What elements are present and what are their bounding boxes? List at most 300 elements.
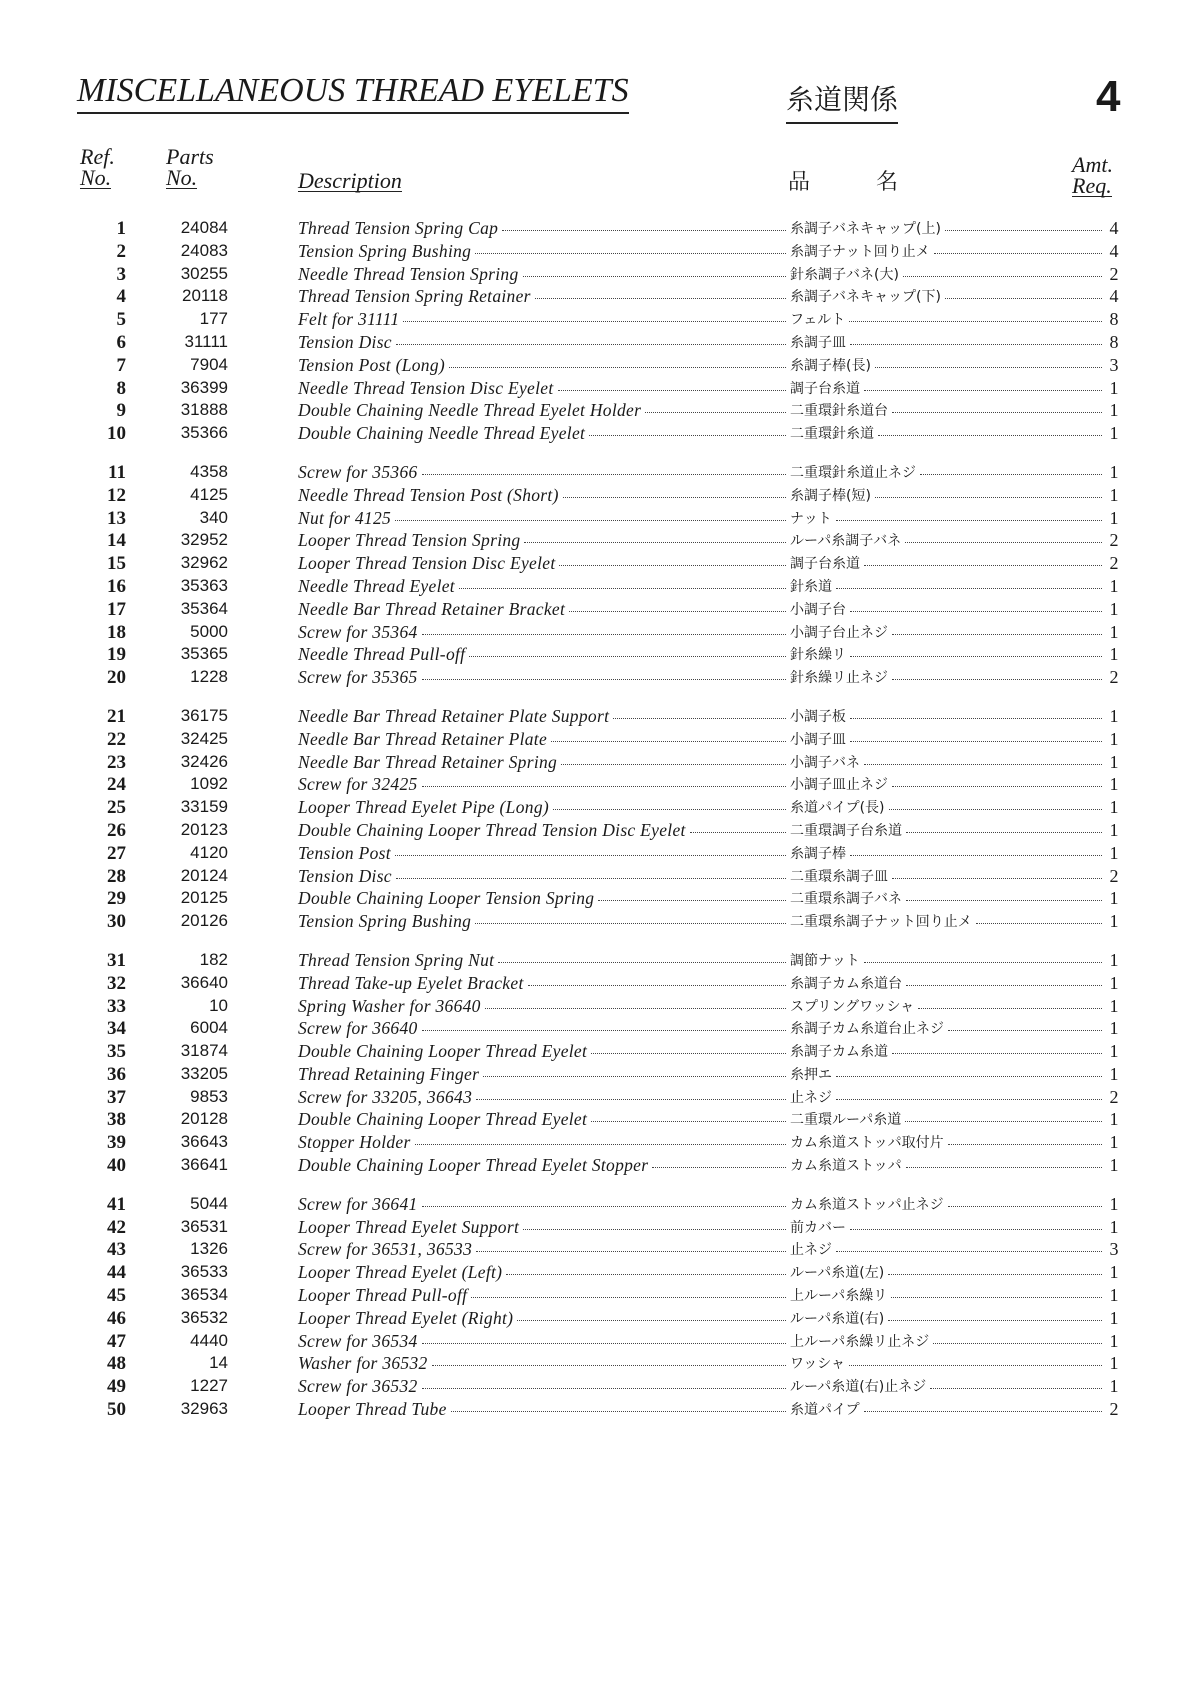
amount-required: 1 [1109, 1063, 1119, 1084]
description-line [298, 752, 1104, 773]
part-number: 31874 [180, 1041, 228, 1061]
description-line [298, 355, 1104, 376]
part-number: 31888 [180, 400, 228, 420]
description-en: Looper Thread Eyelet Pipe (Long) [298, 797, 549, 818]
table-row [0, 218, 1189, 241]
table-row [0, 1331, 1189, 1354]
description-line [298, 218, 1104, 239]
description-ja: 糸調子棒(長) [790, 357, 871, 374]
ref-number: 17 [107, 598, 126, 620]
table-row [0, 1262, 1189, 1285]
table-row [0, 1018, 1189, 1041]
ref-number: 35 [107, 1041, 126, 1063]
description-ja: カム糸道ストッパ止ネジ [790, 1196, 944, 1213]
dot-leader [506, 1274, 786, 1275]
description-en: Screw for 35364 [298, 621, 418, 642]
table-row [0, 1087, 1189, 1110]
description-line [298, 667, 1104, 688]
dot-leader [836, 1099, 1102, 1100]
amount-required: 4 [1109, 218, 1119, 238]
ref-number: 44 [107, 1262, 126, 1284]
amount-required: 1 [1109, 972, 1119, 993]
dot-leader [889, 809, 1102, 810]
amount-required: 1 [1109, 1132, 1119, 1153]
dot-leader [422, 1206, 786, 1207]
ref-number: 12 [107, 484, 126, 506]
description-line [298, 797, 1104, 818]
description-ja: カム糸道ストッパ取付片 [790, 1135, 944, 1152]
parts-table [0, 218, 1189, 1438]
dot-leader [475, 253, 786, 254]
amount-required: 1 [1109, 705, 1119, 726]
column-headers [0, 146, 1189, 206]
description-en: Screw for 35366 [298, 461, 418, 482]
part-number: 35366 [180, 423, 228, 443]
amount-required: 1 [1109, 949, 1119, 970]
ref-number: 25 [107, 797, 126, 819]
dot-leader [451, 1411, 786, 1412]
dot-leader [528, 985, 786, 986]
table-row [0, 950, 1189, 973]
description-ja: ルーパ糸道(右)止ネジ [790, 1379, 927, 1396]
dot-leader [563, 497, 786, 498]
description-ja: 糸調子バネキャップ(下) [790, 289, 941, 306]
ref-number: 42 [107, 1216, 126, 1238]
description-ja: ルーパ糸道(左) [790, 1265, 885, 1282]
description-line [298, 622, 1104, 643]
table-row [0, 332, 1189, 355]
description-line [298, 1041, 1104, 1062]
description-en: Looper Thread Pull-off [298, 1285, 468, 1306]
part-number: 1326 [190, 1239, 228, 1259]
description-en: Double Chaining Looper Thread Tension Disc Eyelet [298, 819, 686, 840]
amount-required: 2 [1109, 865, 1119, 886]
ref-number: 13 [107, 507, 126, 529]
description-en: Needle Bar Thread Retainer Plate [298, 728, 548, 749]
table-row [0, 576, 1189, 599]
table-row [0, 911, 1189, 934]
part-number: 9853 [190, 1086, 228, 1106]
part-number: 33205 [180, 1063, 228, 1083]
description-en: Needle Thread Tension Post (Short) [298, 484, 559, 505]
description-en: Double Chaining Looper Tension Spring [298, 888, 595, 909]
part-number: 10 [209, 995, 228, 1015]
page-title-japanese: 糸道関係 [786, 78, 898, 124]
col-name-japanese: 品 名 [788, 170, 899, 195]
dot-leader [945, 230, 1102, 231]
table-row [0, 667, 1189, 690]
amount-required: 1 [1109, 797, 1119, 818]
col-description [298, 170, 402, 192]
amount-required: 1 [1109, 644, 1119, 665]
description-line [298, 1064, 1104, 1085]
description-line [298, 1087, 1104, 1108]
ref-number: 29 [107, 888, 126, 910]
row-group [0, 218, 1189, 446]
part-number: 35363 [180, 575, 228, 595]
table-row [0, 1064, 1189, 1087]
dot-leader [850, 656, 1102, 657]
ref-number: 45 [107, 1285, 126, 1307]
part-number: 32952 [180, 530, 228, 550]
amount-required: 1 [1109, 1155, 1119, 1176]
dot-leader [945, 298, 1102, 299]
amount-required: 1 [1109, 888, 1119, 909]
ref-number: 27 [107, 842, 126, 864]
amount-required: 1 [1109, 461, 1119, 482]
description-line [298, 1262, 1104, 1283]
description-ja: スプリングワッシャ [790, 998, 915, 1015]
dot-leader [523, 276, 786, 277]
dot-leader [903, 276, 1102, 277]
part-number: 4440 [190, 1330, 228, 1350]
description-ja: 糸道パイプ [790, 1402, 860, 1419]
description-line [298, 729, 1104, 750]
dot-leader [422, 679, 786, 680]
amount-required: 2 [1109, 263, 1119, 284]
ref-number: 43 [107, 1239, 126, 1261]
amount-required: 1 [1109, 751, 1119, 772]
table-row [0, 1132, 1189, 1155]
part-number: 20123 [180, 819, 228, 839]
part-number: 1092 [190, 774, 228, 794]
description-line [298, 996, 1104, 1017]
description-en: Looper Thread Tension Disc Eyelet [298, 553, 556, 574]
description-line [298, 1132, 1104, 1153]
dot-leader [690, 832, 786, 833]
description-en: Looper Thread Eyelet (Left) [298, 1262, 503, 1283]
ref-number: 20 [107, 667, 126, 689]
ref-number: 37 [107, 1086, 126, 1108]
amount-required: 1 [1109, 400, 1119, 421]
amount-required: 1 [1109, 1216, 1119, 1237]
description-line [298, 332, 1104, 353]
description-line [298, 400, 1104, 421]
description-line [298, 820, 1104, 841]
description-en: Looper Thread Tube [298, 1399, 447, 1420]
dot-leader [476, 1251, 786, 1252]
table-row [0, 1285, 1189, 1308]
part-number: 20128 [180, 1109, 228, 1129]
part-number: 20126 [180, 911, 228, 931]
dot-leader [836, 520, 1102, 521]
dot-leader [875, 367, 1102, 368]
part-number: 24084 [180, 218, 228, 237]
dot-leader [930, 1388, 1102, 1389]
part-number: 20124 [180, 865, 228, 885]
description-en: Screw for 33205, 36643 [298, 1086, 473, 1107]
description-line [298, 599, 1104, 620]
amount-required: 2 [1109, 530, 1119, 551]
part-number: 35364 [180, 598, 228, 618]
dot-leader [850, 1229, 1102, 1230]
row-group [0, 950, 1189, 1178]
description-ja: 二重環針糸道台 [790, 403, 888, 420]
table-row [0, 241, 1189, 264]
description-line [298, 1285, 1104, 1306]
amount-required: 2 [1109, 1086, 1119, 1107]
description-en: Thread Tension Spring Cap [298, 218, 499, 238]
dot-leader [591, 1121, 786, 1122]
part-number: 20118 [181, 286, 228, 306]
dot-leader [906, 1167, 1102, 1168]
part-number: 7904 [190, 354, 228, 374]
description-en: Looper Thread Eyelet (Right) [298, 1307, 514, 1328]
dot-leader [561, 764, 786, 765]
ref-number: 47 [107, 1330, 126, 1352]
description-en: Tension Spring Bushing [298, 911, 472, 932]
ref-number: 23 [107, 751, 126, 773]
table-row [0, 264, 1189, 287]
amount-required: 8 [1109, 331, 1119, 352]
dot-leader [422, 474, 786, 475]
description-en: Nut for 4125 [298, 507, 392, 528]
table-row [0, 622, 1189, 645]
description-en: Tension Post [298, 842, 391, 863]
row-group [0, 462, 1189, 690]
description-en: Felt for 31111 [298, 309, 400, 330]
part-number: 340 [199, 507, 228, 527]
dot-leader [485, 1008, 786, 1009]
part-number: 36531 [180, 1216, 228, 1236]
table-row [0, 706, 1189, 729]
table-row [0, 888, 1189, 911]
ref-number: 39 [107, 1132, 126, 1154]
ref-number: 28 [107, 865, 126, 887]
part-number: 4125 [190, 484, 228, 504]
dot-leader [976, 923, 1102, 924]
dot-leader [864, 1411, 1102, 1412]
table-row [0, 1194, 1189, 1217]
part-number: 36534 [180, 1285, 228, 1305]
description-line [298, 508, 1104, 529]
description-en: Double Chaining Looper Thread Eyelet Stopper [298, 1155, 649, 1176]
table-row [0, 1041, 1189, 1064]
part-number: 14 [209, 1353, 228, 1373]
description-line [298, 1376, 1104, 1397]
ref-number: 4 [116, 286, 126, 308]
description-en: Screw for 36532 [298, 1376, 418, 1397]
amount-required: 2 [1109, 1399, 1119, 1420]
table-row [0, 774, 1189, 797]
amount-required: 4 [1109, 286, 1119, 307]
dot-leader [471, 1297, 786, 1298]
table-row [0, 485, 1189, 508]
table-row [0, 286, 1189, 309]
dot-leader [875, 497, 1102, 498]
dot-leader [948, 1030, 1102, 1031]
dot-leader [395, 520, 786, 521]
description-en: Needle Bar Thread Retainer Plate Support [298, 705, 610, 726]
amount-required: 2 [1109, 667, 1119, 688]
amount-required: 1 [1109, 484, 1119, 505]
description-en: Needle Thread Eyelet [298, 575, 455, 596]
description-en: Screw for 36641 [298, 1193, 418, 1214]
description-en: Thread Take-up Eyelet Bracket [298, 972, 524, 993]
dot-leader [864, 390, 1102, 391]
description-en: Thread Tension Spring Retainer [298, 286, 531, 307]
dot-leader [878, 435, 1102, 436]
description-line [298, 264, 1104, 285]
col-parts-no [166, 146, 214, 189]
ref-number: 1 [116, 218, 126, 239]
description-ja: 二重環針糸道止ネジ [790, 464, 916, 481]
dot-leader [836, 588, 1102, 589]
table-row [0, 752, 1189, 775]
description-ja: フェルト [790, 312, 846, 329]
ref-number: 9 [116, 400, 126, 422]
dot-leader [934, 253, 1102, 254]
description-en: Needle Thread Pull-off [298, 644, 466, 665]
description-ja: ナット [790, 510, 832, 527]
dot-leader [892, 878, 1102, 879]
part-number: 33159 [180, 797, 228, 817]
dot-leader [948, 1144, 1102, 1145]
amount-required: 1 [1109, 1018, 1119, 1039]
dot-leader [517, 1320, 786, 1321]
description-ja: 調子台糸道 [790, 556, 860, 573]
part-number: 36640 [180, 972, 228, 992]
amount-required: 2 [1109, 553, 1119, 574]
part-number: 20125 [180, 888, 228, 908]
description-en: Screw for 32425 [298, 774, 418, 795]
description-line [298, 576, 1104, 597]
part-number: 32963 [180, 1399, 228, 1419]
ref-number: 49 [107, 1376, 126, 1398]
description-en: Tension Post (Long) [298, 354, 446, 375]
part-number: 36399 [180, 377, 228, 397]
col-ref-no-line2: No. [80, 165, 112, 190]
part-number: 35365 [180, 644, 228, 664]
dot-leader [906, 900, 1102, 901]
dot-leader [892, 412, 1102, 413]
dot-leader [476, 1099, 786, 1100]
description-en: Double Chaining Needle Thread Eyelet Holder [298, 400, 642, 421]
dot-leader [864, 764, 1102, 765]
amount-required: 1 [1109, 1307, 1119, 1328]
description-line [298, 423, 1104, 444]
part-number: 32426 [180, 751, 228, 771]
col-parts-no-line2: No. [166, 165, 198, 190]
description-ja: 糸調子カム糸道台止ネジ [790, 1021, 944, 1038]
part-number: 6004 [190, 1018, 228, 1038]
dot-leader [892, 634, 1102, 635]
part-number: 30255 [180, 263, 228, 283]
dot-leader [652, 1167, 786, 1168]
description-ja: 止ネジ [790, 1242, 832, 1259]
description-line [298, 485, 1104, 506]
col-ref-no-line1: Ref. [80, 144, 115, 169]
dot-leader [850, 855, 1102, 856]
part-number: 182 [199, 949, 228, 969]
ref-number: 15 [107, 553, 126, 575]
part-number: 31111 [184, 331, 228, 351]
dot-leader [906, 832, 1102, 833]
part-number: 4358 [190, 461, 228, 481]
table-row [0, 729, 1189, 752]
ref-number: 31 [107, 949, 126, 971]
amount-required: 1 [1109, 1193, 1119, 1214]
table-row [0, 553, 1189, 576]
description-ja: ルーパ糸道(右) [790, 1310, 885, 1327]
part-number: 36175 [180, 705, 228, 725]
description-ja: 前カバー [790, 1219, 846, 1236]
table-row [0, 820, 1189, 843]
amount-required: 1 [1109, 842, 1119, 863]
description-en: Spring Washer for 36640 [298, 995, 481, 1016]
ref-number: 11 [108, 461, 126, 483]
description-ja: 糸調子棒(短) [790, 487, 871, 504]
part-number: 177 [199, 309, 228, 329]
dot-leader [475, 923, 786, 924]
ref-number: 10 [107, 423, 126, 445]
amount-required: 1 [1109, 423, 1119, 444]
description-ja: 二重環針糸道 [790, 426, 874, 443]
description-ja: 糸調子カム糸道 [790, 1044, 888, 1061]
part-number: 36533 [180, 1262, 228, 1282]
page-title: MISCELLANEOUS THREAD EYELETS [77, 72, 629, 114]
description-line [298, 1239, 1104, 1260]
description-line [298, 644, 1104, 665]
amount-required: 1 [1109, 575, 1119, 596]
dot-leader [553, 809, 786, 810]
dot-leader [403, 321, 786, 322]
ref-number: 2 [116, 240, 126, 262]
description-ja: 針糸繰リ [790, 647, 846, 664]
table-row [0, 530, 1189, 553]
description-ja: カム糸道ストッパ [790, 1158, 902, 1175]
dot-leader [449, 367, 786, 368]
description-en: Tension Disc [298, 331, 392, 352]
description-line [298, 309, 1104, 330]
description-line [298, 950, 1104, 971]
description-line [298, 973, 1104, 994]
dot-leader [502, 230, 786, 231]
description-en: Stopper Holder [298, 1132, 411, 1153]
ref-number: 21 [107, 705, 126, 727]
description-en: Needle Thread Tension Disc Eyelet [298, 377, 554, 398]
amount-required: 3 [1109, 354, 1119, 375]
col-amt-req-line1: Amt. [1072, 152, 1113, 177]
dot-leader [569, 611, 786, 612]
dot-leader [523, 1229, 786, 1230]
description-line [298, 530, 1104, 551]
page-number: 4 [1096, 72, 1121, 121]
description-line [298, 888, 1104, 909]
dot-leader [836, 1076, 1102, 1077]
dot-leader [850, 741, 1102, 742]
description-en: Screw for 36531, 36533 [298, 1239, 473, 1260]
table-row [0, 1239, 1189, 1262]
table-row [0, 1376, 1189, 1399]
description-line [298, 774, 1104, 795]
part-number: 36532 [180, 1307, 228, 1327]
ref-number: 22 [107, 728, 126, 750]
dot-leader [469, 656, 786, 657]
table-row [0, 843, 1189, 866]
amount-required: 1 [1109, 1285, 1119, 1306]
amount-required: 1 [1109, 377, 1119, 398]
part-number: 24083 [180, 240, 228, 260]
description-line [298, 1018, 1104, 1039]
table-row [0, 462, 1189, 485]
description-en: Double Chaining Needle Thread Eyelet [298, 423, 586, 444]
col-ref-no [80, 146, 115, 189]
description-ja: 糸調子棒 [790, 845, 846, 862]
description-ja: 止ネジ [790, 1089, 832, 1106]
description-line [298, 241, 1104, 262]
part-number: 36641 [180, 1155, 228, 1175]
